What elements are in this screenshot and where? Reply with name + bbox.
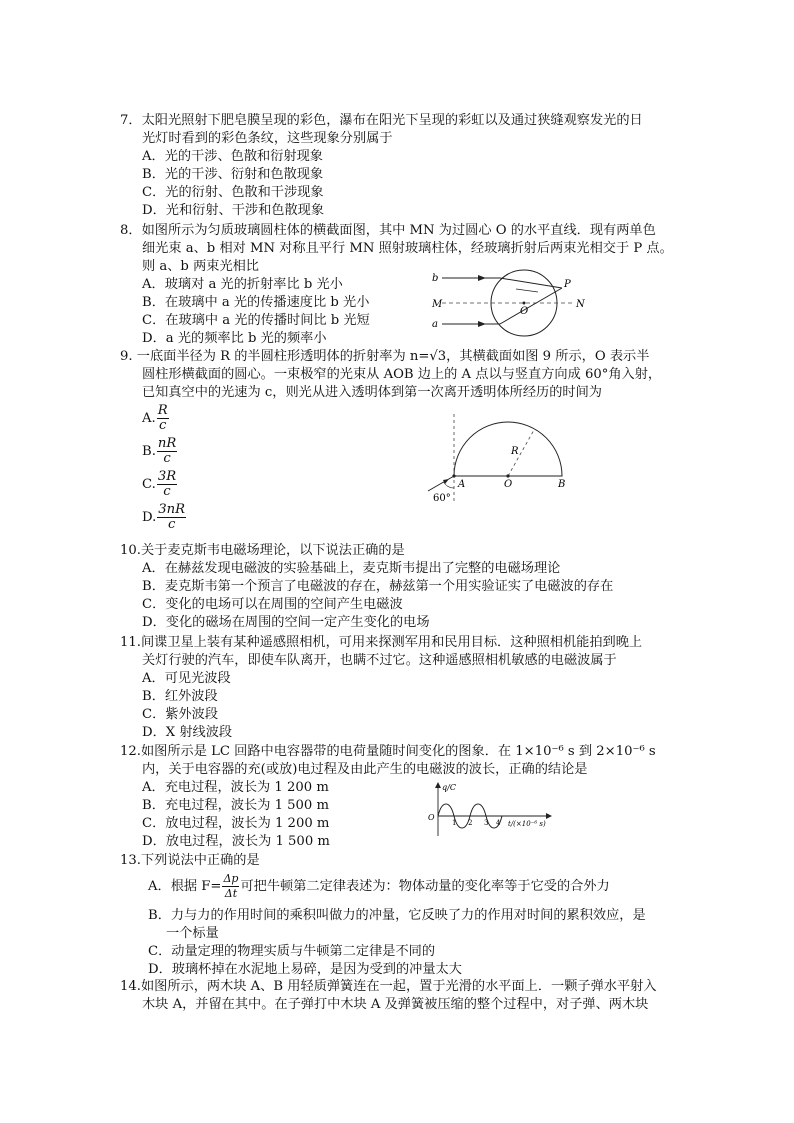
label-a: A <box>458 479 466 490</box>
question-7-option-a: A．光的干涉、色散和衍射现象 <box>142 149 323 164</box>
question-12-option-a: A．充电过程，波长为 1 200 m <box>142 780 329 795</box>
option-a-prefix: A．根据 F= <box>148 879 222 894</box>
incident-ray <box>428 476 454 491</box>
option-a-fraction <box>222 872 239 901</box>
question-9-option-d <box>120 503 690 532</box>
question-11-option-d: D．X 射线波段 <box>142 725 233 740</box>
question-9-stem-line-3: 已知真空中的光速为 c，则光从进入透明体到第一次离开透明体所经历的时间为 <box>142 385 602 400</box>
label-b: B <box>558 479 566 490</box>
question-13-option-b-line-2: 一个标量 <box>166 926 219 941</box>
question-13-option-a <box>120 872 690 901</box>
option-a-suffix: 可把牛顿第二定律表述为：物体动量的变化率等于它受的合外力 <box>240 879 610 894</box>
option-b-fraction <box>157 437 177 466</box>
option-d-fraction <box>157 503 186 532</box>
question-9-option-a <box>120 404 690 433</box>
question-9-option-c <box>120 470 690 499</box>
option-d-denominator: c <box>168 517 176 532</box>
question-14-stem-line-1: 14.如图所示，两木块 A、B 用轻质弹簧连在一起，置于光滑的水平面上．一颗子弹水平射入 <box>120 979 657 994</box>
question-7-option-c: C．光的衍射、色散和干涉现象 <box>142 185 324 200</box>
point-a <box>452 474 455 477</box>
option-b-numerator: nR <box>157 436 177 451</box>
tick-3: 3 <box>484 819 489 827</box>
label-o: O <box>520 306 529 317</box>
label-m: M <box>432 299 443 310</box>
question-11-stem-line-1: 11.间谍卫星上装有某种遥感照相机，可用来探测军用和民用目标．这种照相机能拍到晚上 <box>120 635 643 650</box>
question-11 <box>120 634 690 742</box>
tick-1: 1 <box>452 819 457 827</box>
question-13 <box>120 852 690 979</box>
semicircle-outline <box>454 422 562 476</box>
question-8-stem-line-1: 8．如图所示为匀质玻璃圆柱体的横截面图，其中 MN 为过圆心 O 的水平直线．现有两单色 <box>120 223 656 238</box>
question-7-option-d: D．光和衍射、干涉和色散现象 <box>142 203 325 218</box>
option-b-label: B. <box>142 444 156 459</box>
question-11-option-a: A．可见光波段 <box>142 671 231 686</box>
question-9-option-b <box>120 437 690 466</box>
question-13-option-b-line-1: B．力与力的作用时间的乘积叫做力的冲量，它反映了力的作用对时间的累积效应，是 <box>148 908 646 923</box>
question-9-stem-line-1: 9. 一底面半径为 R 的半圆柱形透明体的折射率为 n=√3，其横截面如图 9 所示，O 表示半 <box>120 349 650 364</box>
label-n: N <box>576 299 585 310</box>
question-12-figure <box>426 780 576 840</box>
question-10-option-b: B．麦克斯韦第一个预言了电磁波的存在，赫兹第一个用实验证实了电磁波的存在 <box>142 579 614 594</box>
question-10-stem: 10.关于麦克斯韦电磁场理论，以下说法正确的是 <box>120 543 405 558</box>
option-c-numerator: 3R <box>157 469 177 484</box>
option-c-fraction <box>157 470 177 499</box>
option-a-denominator: Δt <box>224 887 238 900</box>
ray-b-direction-tick <box>516 289 538 292</box>
question-13-stem: 13.下列说法中正确的是 <box>120 853 260 868</box>
label-p: P <box>564 279 571 290</box>
cylinder-cross-section-diagram <box>428 266 598 338</box>
option-d-numerator: 3nR <box>158 502 186 517</box>
label-r: R <box>511 446 519 457</box>
label-angle: 60° <box>433 493 451 504</box>
question-7 <box>120 112 690 220</box>
option-a-label: A. <box>142 411 156 426</box>
question-7-stem-line-1: 7．太阳光照射下肥皂膜呈现的彩色，瀑布在阳光下呈现的彩虹以及通过狭缝观察发光的日 <box>120 113 643 128</box>
question-9-figure <box>424 412 574 504</box>
question-14-stem-line-2: 木块 A，并留在其中。在子弹打中木块 A 及弹簧被压缩的整个过程中，对子弹、两木块 <box>142 997 649 1012</box>
option-c-label: C. <box>142 477 156 492</box>
point-o <box>506 474 509 477</box>
question-8-stem-line-3: 则 a、b 两束光相比 <box>142 259 259 274</box>
ray-b-refracted <box>500 278 562 288</box>
label-a: a <box>432 319 438 330</box>
question-8-figure <box>428 266 598 338</box>
option-b-denominator: c <box>163 451 171 466</box>
question-12-stem-line-2: 内，关于电容器的充(或放)电过程及由此产生的电磁波的波长，正确的结论是 <box>142 762 588 777</box>
q-axis-arrow <box>435 782 441 788</box>
question-12-option-d: D．放电过程，波长为 1 500 m <box>142 834 330 849</box>
question-10 <box>120 542 690 632</box>
question-11-stem-line-2: 关灯行驶的汽车，即使车队离开，也瞒不过它。这种遥感照相机敏感的电磁波属于 <box>142 653 617 668</box>
question-7-option-b: B．光的干涉、衍射和色散现象 <box>142 167 324 182</box>
ray-b-arrow <box>478 275 486 281</box>
question-11-option-b: B．红外波段 <box>142 689 218 704</box>
question-9 <box>120 348 690 532</box>
option-c-denominator: c <box>163 484 171 499</box>
question-12 <box>120 743 690 851</box>
incident-ray-arrow <box>443 479 449 484</box>
question-7-stem-line-2: 光灯时看到的彩色条纹，这些现象分别属于 <box>142 131 393 146</box>
semicylinder-diagram <box>424 412 574 504</box>
question-12-option-b: B．充电过程，波长为 1 500 m <box>142 798 330 813</box>
label-origin: O <box>428 813 435 822</box>
tick-4: 4 <box>496 819 501 827</box>
question-8 <box>120 222 690 348</box>
option-a-fraction <box>157 404 169 433</box>
question-8-option-d: D．a 光的频率比 b 光的频率小 <box>142 331 327 346</box>
question-8-stem-line-2: 细光束 a、b 相对 MN 对称且平行 MN 照射玻璃柱体，经玻璃折射后两束光相交于 P 点。 <box>142 241 673 256</box>
question-8-option-c: C．在玻璃中 a 光的传播时间比 b 光短 <box>142 313 370 328</box>
question-13-option-c: C．动量定理的物理实质与牛顿第二定律是不同的 <box>148 944 436 959</box>
option-d-label: D. <box>142 510 157 525</box>
question-12-stem-line-1: 12.如图所示是 LC 回路中电容器带的电荷量随时间变化的图象．在 1×10⁻⁶ s 到 2×10⁻⁶ s <box>120 744 656 759</box>
t-axis-arrow <box>546 813 552 819</box>
question-10-option-a: A．在赫兹发现电磁波的实验基础上，麦克斯韦提出了完整的电磁场理论 <box>142 561 561 576</box>
ray-a-arrow <box>478 321 486 327</box>
label-b: b <box>432 273 439 284</box>
question-13-option-d: D．玻璃杯掉在水泥地上易碎，是因为受到的冲量太大 <box>148 962 462 977</box>
question-10-option-d: D．变化的磁场在周围的空间一定产生变化的电场 <box>142 615 430 630</box>
question-8-option-a: A．玻璃对 a 光的折射率比 b 光小 <box>142 277 343 292</box>
question-10-option-c: C．变化的电场可以在周围的空间产生电磁波 <box>142 597 403 612</box>
option-a-numerator: R <box>157 403 168 418</box>
center-point-o <box>523 302 526 305</box>
question-9-stem-line-2: 圆柱形横截面的圆心。一束极窄的光束从 AOB 边上的 A 点以与竖直方向成 60°角入射， <box>142 367 662 382</box>
question-11-option-c: C．紫外波段 <box>142 707 219 722</box>
option-a-numerator: Δp <box>223 872 239 885</box>
option-a-denominator: c <box>158 418 167 433</box>
question-14 <box>120 978 690 1014</box>
label-t-axis: t/(×10⁻⁶ s) <box>508 820 546 828</box>
tick-2: 2 <box>468 819 473 827</box>
label-q-axis: q/C <box>442 783 456 792</box>
charge-time-graph <box>426 780 576 840</box>
question-12-option-c: C．放电过程，波长为 1 200 m <box>142 816 330 831</box>
label-o: O <box>504 479 513 490</box>
question-8-option-b: B．在玻璃中 a 光的传播速度比 b 光小 <box>142 295 370 310</box>
